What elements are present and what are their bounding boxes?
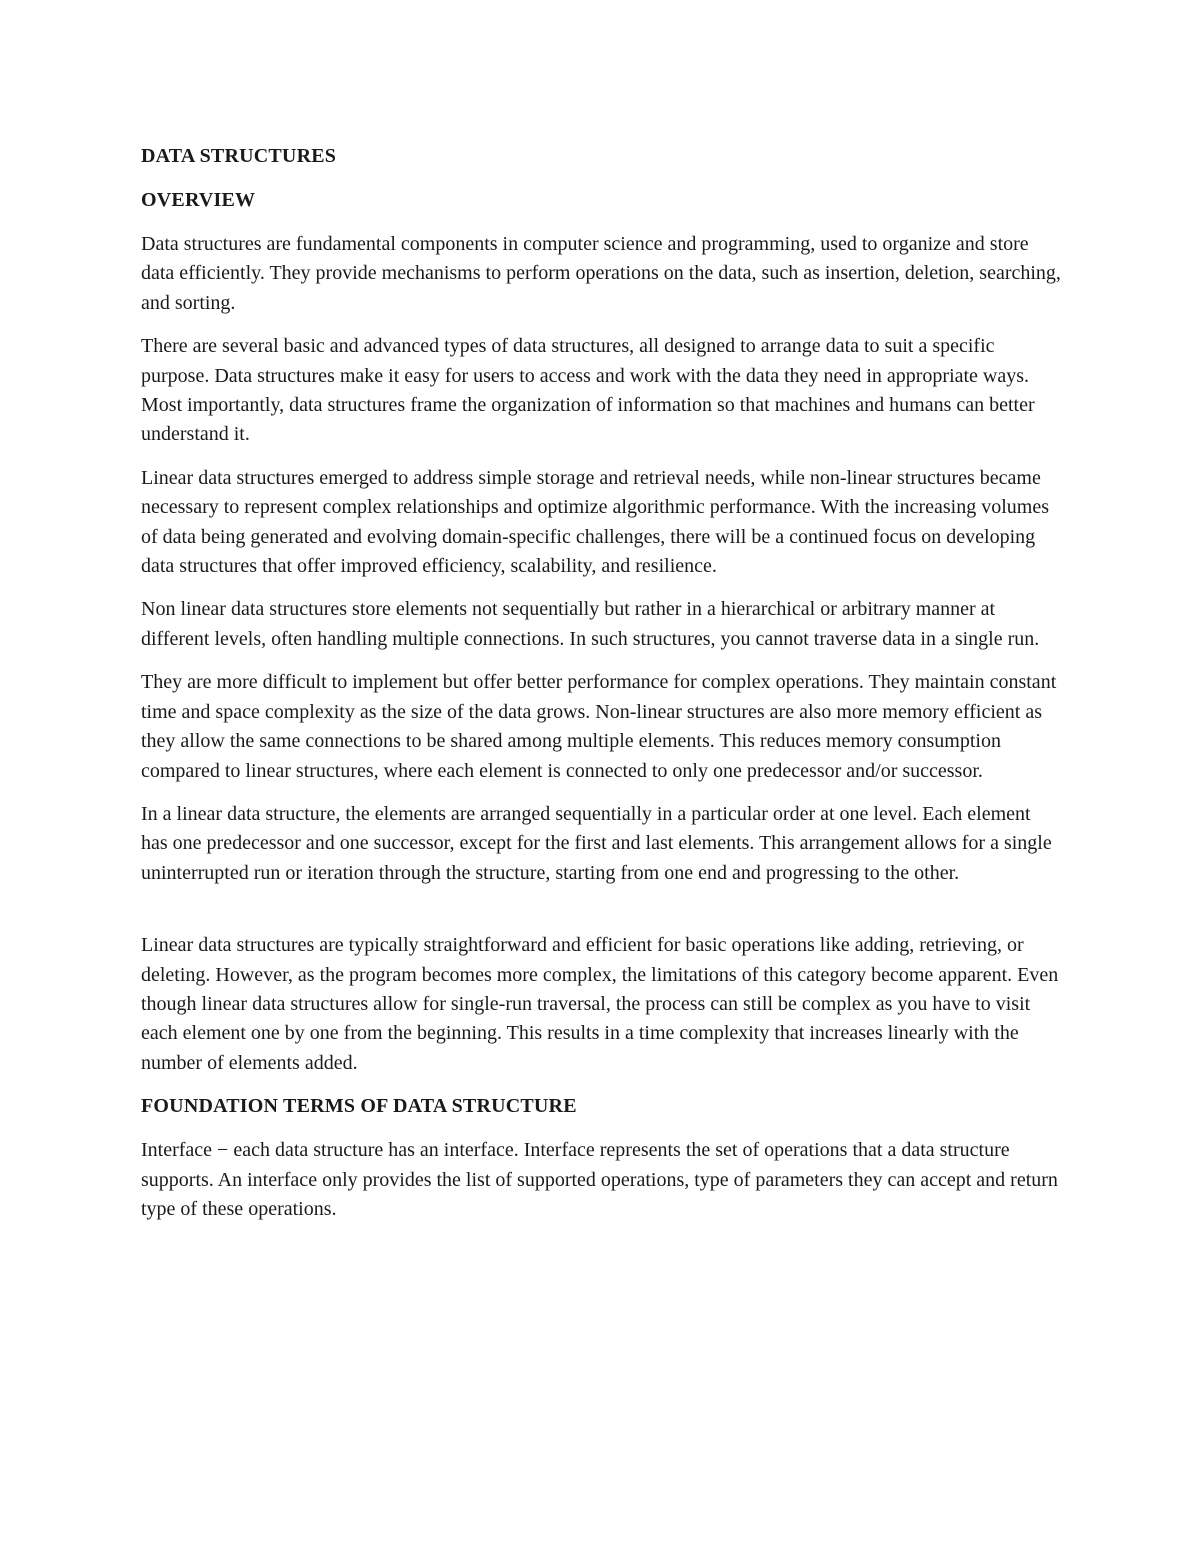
foundation-heading: FOUNDATION TERMS OF DATA STRUCTURE: [141, 1095, 577, 1118]
paragraph-linear: In a linear data structure, the elements are arranged sequentially in a particular order at one level. Each element has one predecessor and one successor, except for the first and last elements. This arrangement allows for a single uninterrupted run or iteration through the structure, starting from one end and progressing to the other.: [141, 802, 1052, 884]
paragraph-interface: Interface − each data structure has an interface. Interface represents the set of operations that a data structure supports. An interface only provides the list of supported operations, type of parameters they can accept and return type of these operations.: [141, 1139, 1058, 1220]
paragraph-nonlinear-performance: They are more difficult to implement but offer better performance for complex operations. They maintain constant time and space complexity as the size of the data grows. Non-linear structures are also more memory efficient as they allow the same connections to be shared among multiple elements. This reduces memory consumption compared to linear structures, where each element is connected to only one predecessor and/or successor.: [141, 671, 1057, 782]
paragraph-nonlinear: Non linear data structures store elements not sequentially but rather in a hierarchical or arbitrary manner at different levels, often handling multiple connections. In such structures, you cannot traverse data in a single run.: [141, 598, 1040, 650]
paragraph-linear-operations: Linear data structures are typically straightforward and efficient for basic operations like adding, retrieving, or deleting. However, as the program becomes more complex, the limitations of this category become apparent. Even though linear data structures allow for single-run traversal, the process can still be complex as you have to visit each element one by one from the beginning. This results in a time complexity that increases linearly with the number of elements added.: [141, 934, 1059, 1074]
blank-line: [141, 902, 1061, 931]
paragraph-intro: Data structures are fundamental components in computer science and programming, used to organize and store data efficiently. They provide mechanisms to perform operations on the data, such as insertion, deletion, searching, and sorting.: [141, 233, 1061, 314]
overview-heading: OVERVIEW: [141, 189, 256, 211]
document-page: [141, 142, 1061, 1238]
paragraph-types: There are several basic and advanced types of data structures, all designed to arrange data to suit a specific purpose. Data structures make it easy for users to access and work with the data they need in appropriate ways. Most importantly, data structures frame the organization of information so that machines and humans can better understand it.: [141, 335, 1035, 446]
document-title: DATA STRUCTURES: [141, 145, 337, 167]
paragraph-linear-emergence: Linear data structures emerged to address simple storage and retrieval needs, while non-linear structures became necessary to represent complex relationships and optimize algorithmic performance. With the increasing volumes of data being generated and evolving domain-specific challenges, there will be a continued focus on developing data structures that offer improved efficiency, scalability, and resilience.: [141, 466, 1049, 578]
